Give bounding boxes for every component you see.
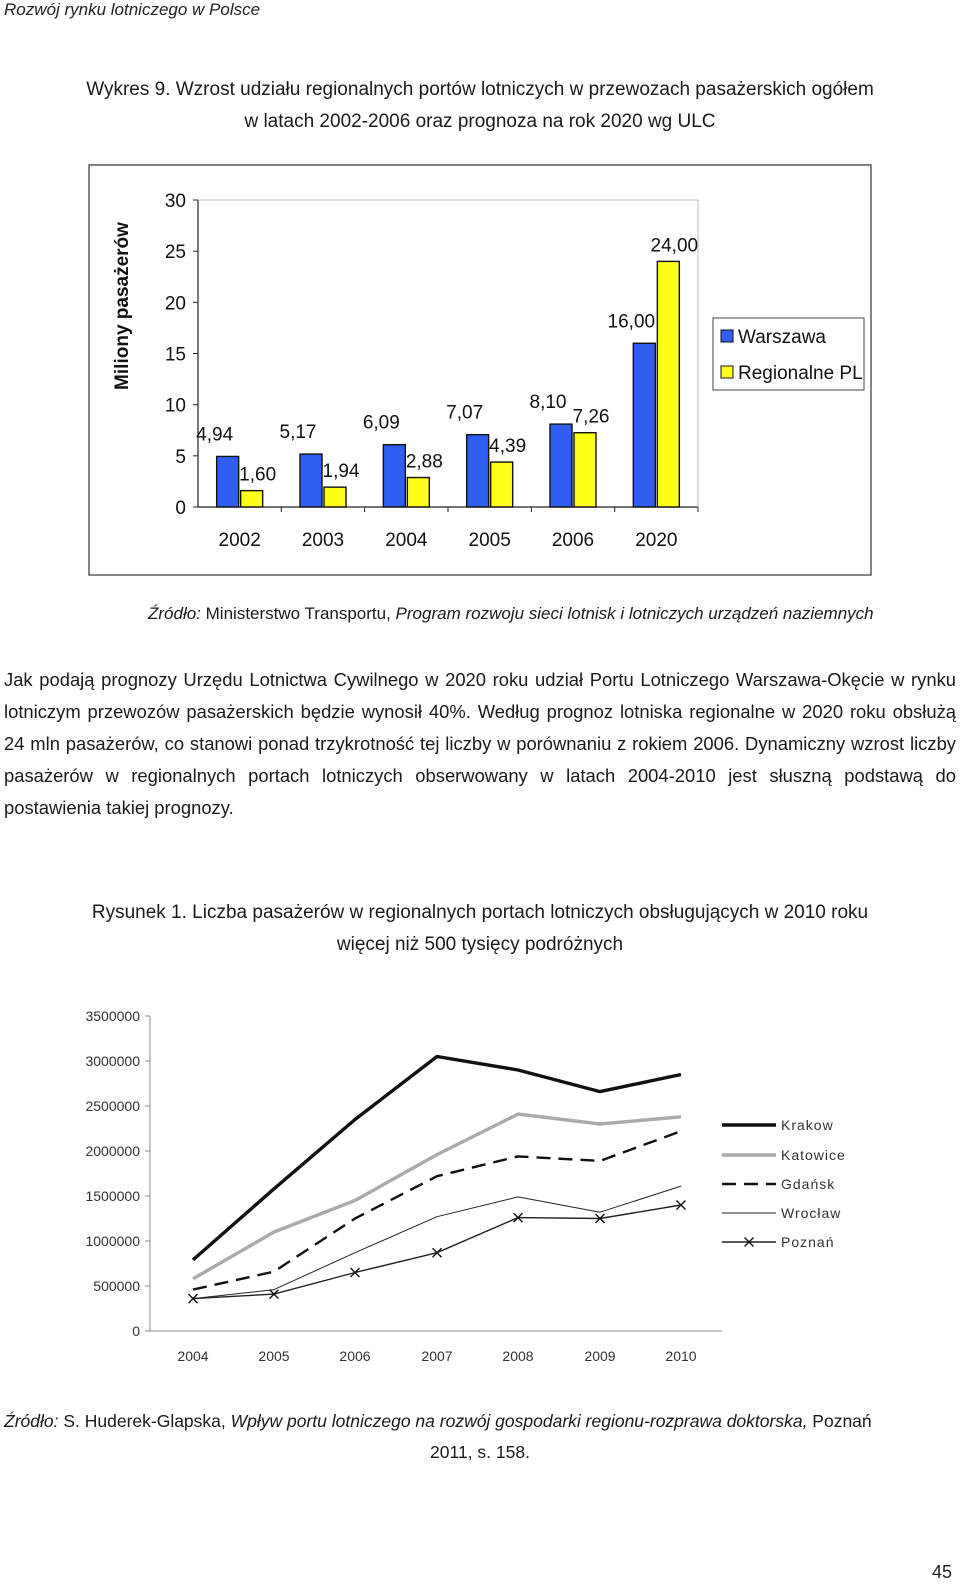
x-tick-label: 2002 (218, 530, 261, 551)
x-tick-label: 2003 (301, 530, 345, 551)
figure2-caption-line2: więcej niż 500 tysięcy podróżnych (336, 934, 624, 955)
legend-label-wroclaw: Wrocław (781, 1205, 842, 1221)
y-tick-label: 15 (164, 344, 186, 366)
source-label: Źródło: (148, 604, 201, 623)
y-tick-label: 0 (132, 1323, 140, 1339)
y-tick-label: 10 (164, 395, 186, 417)
x-tick-label: 2004 (385, 530, 428, 551)
y-tick-label: 5 (175, 446, 186, 468)
x-tick-label: 2005 (468, 530, 511, 551)
y-tick-label: 500000 (93, 1278, 140, 1294)
page-number: 45 (931, 1562, 952, 1582)
figure1-caption-line1: Wykres 9. Wzrost udziału regionalnych portów lotniczych w przewozach pasażerskich ogółem (86, 79, 874, 100)
figure1-caption-line2: w latach 2002-2006 oraz prognoza na rok 2020 wg ULC (244, 111, 716, 132)
source2-title: Wpływ portu lotniczego na rozwój gospodarki regionu-rozprawa doktorska, (230, 1411, 808, 1431)
y-tick-label: 3500000 (85, 1008, 140, 1024)
bar-value-label: 4,39 (489, 436, 527, 458)
legend-label-poznan: Poznań (781, 1234, 835, 1250)
series-line-wroclaw (193, 1186, 681, 1299)
running-header: Rozwój rynku lotniczego w Polsce (4, 0, 261, 19)
source2-author: S. Huderek-Glapska, (58, 1411, 231, 1431)
bar-value-label: 16,00 (607, 311, 656, 333)
bar-value-label: 5,17 (279, 422, 317, 444)
legend-label-katowice: Katowice (781, 1147, 846, 1163)
source-institution: Ministerstwo Transportu, (200, 604, 396, 623)
y-tick-label: 2000000 (85, 1143, 140, 1159)
figure2-source-line1 (0, 1406, 960, 1437)
chart1-ylabel: Miliony pasażerów (112, 222, 133, 390)
x-tick-label: 2005 (258, 1348, 290, 1364)
bar-value-label: 7,26 (572, 406, 610, 428)
bar-value-label: 2,88 (405, 451, 443, 473)
source-title: Program rozwoju sieci lotnisk i lotniczych urządzeń naziemnych (395, 604, 874, 623)
y-tick-label: 25 (164, 242, 186, 264)
bar-value-label: 1,60 (239, 464, 277, 486)
source2-city: Poznań (807, 1411, 872, 1431)
point-marker-poznan (433, 1248, 442, 1257)
x-tick-label: 2006 (339, 1348, 371, 1364)
y-tick-label: 2500000 (85, 1098, 140, 1114)
bar-value-label: 7,07 (446, 402, 484, 424)
source2-label: Źródło: (4, 1411, 59, 1431)
bar-value-label: 1,94 (322, 461, 360, 483)
y-tick-label: 30 (164, 191, 186, 212)
figure2-source (0, 1406, 960, 1468)
x-tick-label: 2009 (584, 1348, 616, 1364)
legend-label-warszawa: Warszawa (738, 327, 826, 348)
x-tick-label: 2020 (635, 530, 678, 551)
bar-value-label: 6,09 (362, 412, 400, 434)
x-tick-label: 2008 (502, 1348, 534, 1364)
legend-label-krakow: Krakow (781, 1117, 834, 1133)
y-tick-label: 0 (175, 498, 186, 519)
y-tick-label: 1500000 (85, 1188, 140, 1204)
x-tick-label: 2010 (665, 1348, 697, 1364)
x-tick-label: 2007 (421, 1348, 453, 1364)
bar-value-label: 8,10 (529, 392, 567, 414)
figure2-source-line2: 2011, s. 158. (430, 1442, 530, 1462)
legend-label-gdansk: Gdańsk (781, 1176, 836, 1192)
point-marker-poznan (351, 1268, 360, 1277)
y-tick-label: 20 (164, 293, 186, 315)
figure2-caption-line1: Rysunek 1. Liczba pasażerów w regionalnych portach lotniczych obsługujących w 2010 roku (91, 902, 869, 923)
x-tick-label: 2004 (177, 1348, 209, 1364)
bar-value-label: 24,00 (650, 235, 699, 257)
legend-label-regionalne: Regionalne PL (738, 363, 863, 384)
body-paragraph: Jak podają prognozy Urzędu Lotnictwa Cywilnego w 2020 roku udział Portu Lotniczego Warszawa-Okęcie w rynku lotniczym przewozów pasażerskich będzie wynosił 40%. Według prognoz lotniska regionalne w 2020 roku obsłużą 24 mln pasażerów, co stanowi ponad trzykrotność tej liczby w porównaniu z rokiem 2006. Dynamiczny wzrost liczby pasażerów w regionalnych portach lotniczych obserwowany w latach 2004-2010 jest słuszną podstawą do postawienia takiej prognozy. (4, 669, 956, 818)
bar-value-label: 4,94 (196, 424, 234, 446)
y-tick-label: 3000000 (85, 1053, 140, 1069)
x-tick-label: 2006 (551, 530, 595, 551)
y-tick-label: 1000000 (85, 1233, 140, 1249)
